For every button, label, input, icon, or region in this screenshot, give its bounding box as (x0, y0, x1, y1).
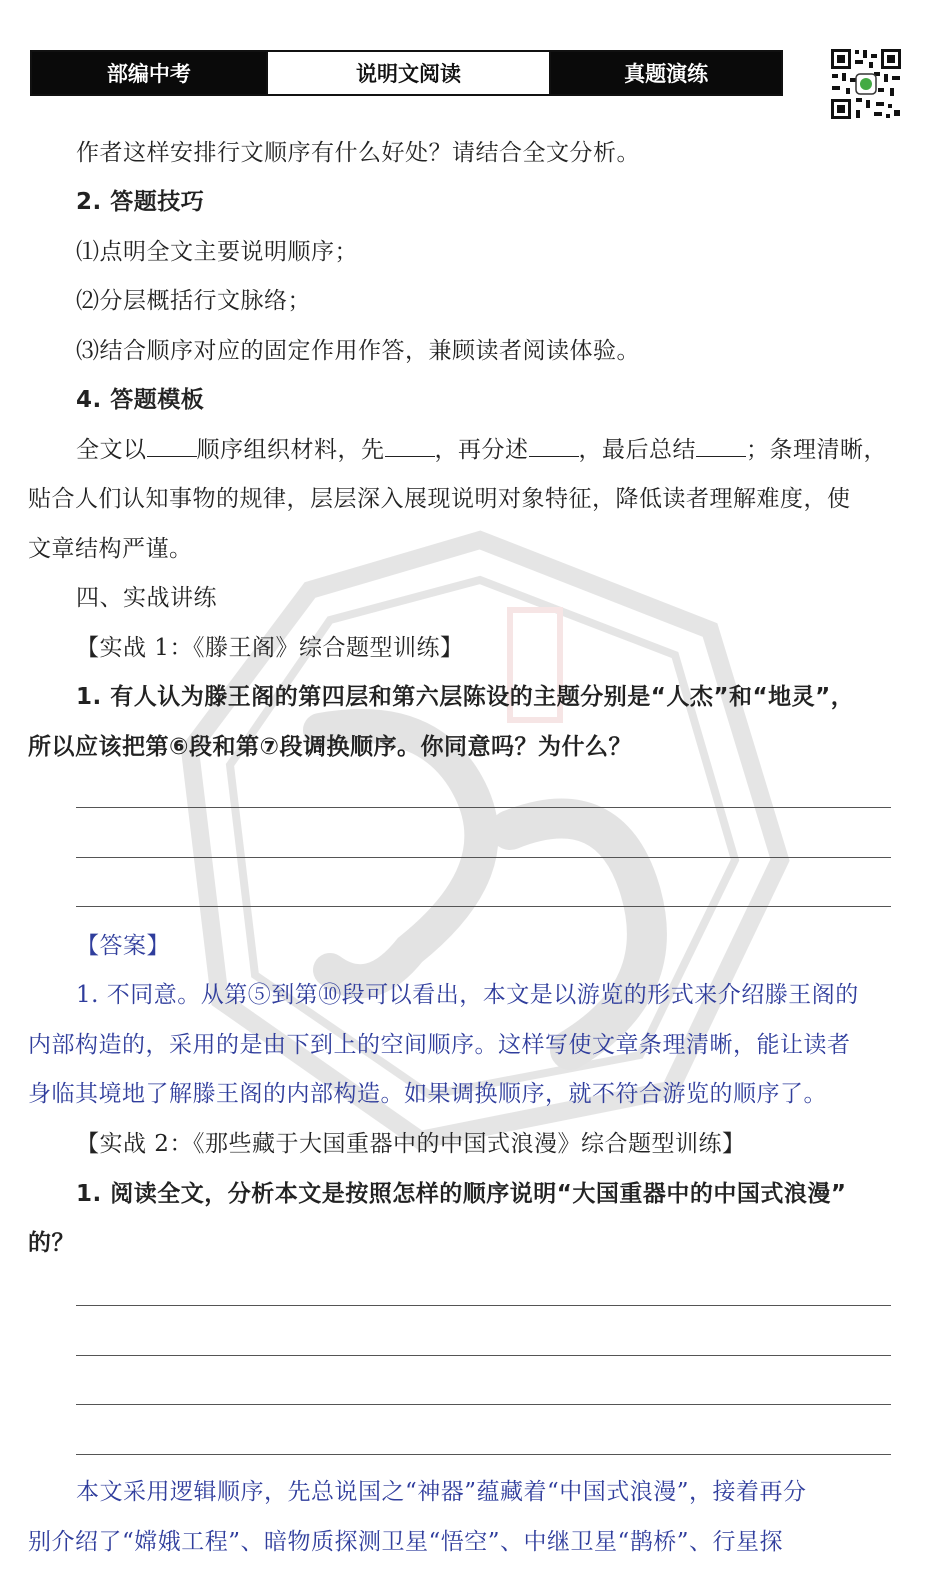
question-line: 的？ (28, 1230, 75, 1256)
answer-rule (76, 906, 891, 907)
paragraph-line: 贴合人们认知事物的规律，层层深入展现说明对象特征，降低读者理解难度，使 (28, 486, 851, 512)
section-heading: 四、实战讲练 (76, 585, 217, 611)
tip-item: ⑶结合顺序对应的固定作用作答，兼顾读者阅读体验。 (76, 338, 640, 364)
answer-tag: 【答案】 (76, 933, 170, 959)
tip-item: ⑴点明全文主要说明顺序； (76, 239, 358, 265)
template-text: ，再分述 (434, 437, 529, 463)
template-text: ；条理清晰， (746, 437, 887, 463)
answer-line: 1. 不同意。从第⑤到第⑩段可以看出，本文是以游览的形式来介绍滕王阁的 (76, 982, 859, 1008)
exercise-title: 【实战 1：《滕王阁》综合题型训练】 (76, 635, 464, 661)
question-line: 所以应该把第⑥段和第⑦段调换顺序。你同意吗？为什么？ (28, 734, 632, 760)
fill-blank (147, 434, 197, 457)
header-left: 部编中考 (32, 52, 266, 94)
qr-code-icon (830, 48, 902, 120)
fill-blank (385, 434, 435, 457)
fill-blank (696, 434, 746, 457)
answer-rule (76, 857, 891, 858)
answer-line: 内部构造的，采用的是由下到上的空间顺序。这样写使文章条理清晰，能让读者 (28, 1032, 851, 1058)
answer-rule (76, 1355, 891, 1356)
answer-rule (76, 807, 891, 808)
header-bar (30, 50, 783, 96)
answer-line: 身临其境地了解滕王阁的内部构造。如果调换顺序，就不符合游览的顺序了。 (28, 1081, 827, 1107)
question-line: 1. 阅读全文，分析本文是按照怎样的顺序说明“大国重器中的中国式浪漫” (76, 1181, 847, 1207)
paragraph-line: 文章结构严谨。 (28, 536, 193, 562)
fill-blank (529, 434, 579, 457)
paragraph-line: 作者这样安排行文顺序有什么好处？请结合全文分析。 (76, 140, 640, 166)
tip-item: ⑵分层概括行文脉络； (76, 288, 311, 314)
answer-rule (76, 1454, 891, 1455)
template-text: 顺序组织材料，先 (196, 437, 385, 463)
question-line: 1. 有人认为滕王阁的第四层和第六层陈设的主题分别是“人杰”和“地灵”， (76, 684, 855, 710)
answer-rule (76, 1305, 891, 1306)
template-text: ，最后总结 (578, 437, 696, 463)
section-heading: 2. 答题技巧 (76, 189, 205, 215)
header-right: 真题演练 (551, 52, 781, 94)
header-center: 说明文阅读 (266, 52, 551, 94)
template-line (76, 434, 952, 466)
answer-line: 本文采用逻辑顺序，先总说国之“神器”蕴藏着“中国式浪漫”，接着再分 (76, 1479, 807, 1505)
answer-rule (76, 1404, 891, 1405)
answer-line: 别介绍了“嫦娥工程”、暗物质探测卫星“悟空”、中继卫星“鹊桥”、行星探 (28, 1529, 784, 1555)
template-text: 全文以 (76, 437, 147, 463)
section-heading: 4. 答题模板 (76, 387, 205, 413)
exercise-title: 【实战 2：《那些藏于大国重器中的中国式浪漫》综合题型训练】 (76, 1131, 746, 1157)
